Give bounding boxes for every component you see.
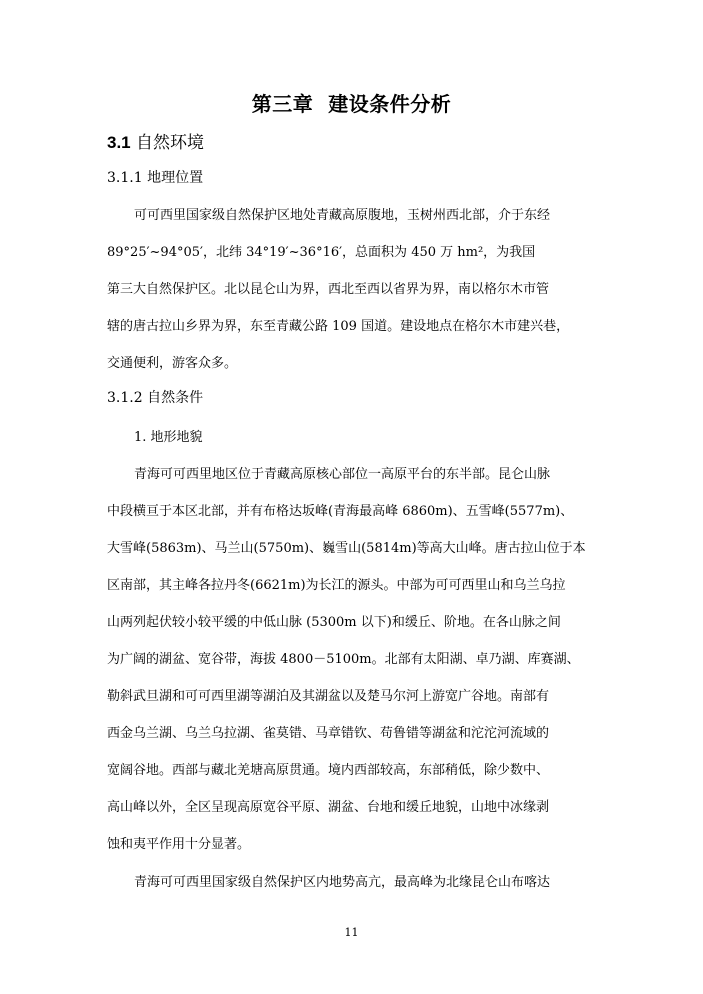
paragraph-line: 第三大自然保护区。北以昆仑山为界，西北至西以省界为界，南以格尔木市管 <box>107 282 550 297</box>
section-title: 自然环境 <box>136 133 205 153</box>
section-heading <box>107 128 204 153</box>
section-number: 3.1 <box>107 133 131 152</box>
paragraph-line: 大雪峰(5863m)、马兰山(5750m)、巍雪山(5814m)等高大山峰。唐古拉山位于本 <box>107 541 586 556</box>
page-number: 11 <box>344 926 359 939</box>
paragraph-line: 青海可可西里地区位于青藏高原核心部位一高原平台的东半部。昆仑山脉 <box>134 467 551 482</box>
paragraph-line: 西金乌兰湖、乌兰乌拉湖、雀莫错、马章错钦、苟鲁错等湖盆和沱沱河流域的 <box>107 726 550 741</box>
paragraph-line: 青海可可西里国家级自然保护区内地势高亢，最高峰为北缘昆仑山布喀达 <box>134 875 551 890</box>
paragraph-line: 蚀和夷平作用十分显著。 <box>107 837 251 852</box>
subsection-heading-geography: 3.1.1 地理位置 <box>107 170 204 186</box>
paragraph-line: 高山峰以外，全区呈现高原宽谷平原、湖盆、台地和缓丘地貌，山地中冰缘剥 <box>107 800 550 815</box>
item-heading: 1. 地形地貌 <box>134 430 203 445</box>
chapter-title: 第三章 建设条件分析 <box>251 92 452 116</box>
subsection-heading-conditions: 3.1.2 自然条件 <box>107 390 204 406</box>
paragraph-line: 为广阔的湖盆、宽谷带，海拔 4800－5100m。北部有太阳湖、卓乃湖、库赛湖、 <box>107 652 580 667</box>
paragraph-line: 辖的唐古拉山乡界为界，东至青藏公路 109 国道。建设地点在格尔木市建兴巷， <box>107 319 570 334</box>
paragraph-line: 山两列起伏较小较平缓的中低山脉 (5300m 以下)和缓丘、阶地。在各山脉之间 <box>107 615 561 630</box>
paragraph-line: 宽阔谷地。西部与藏北羌塘高原贯通。境内西部较高，东部稍低，除少数中、 <box>107 763 550 778</box>
paragraph-line: 89°25′~94°05′，北纬 34°19′~36°16′，总面积为 450 万 hm²，为我国 <box>107 245 536 260</box>
paragraph-line: 区南部，其主峰各拉丹冬(6621m)为长江的源头。中部为可可西里山和乌兰乌拉 <box>107 578 566 593</box>
paragraph-line: 可可西里国家级自然保护区地处青藏高原腹地，玉树州西北部，介于东经 <box>134 208 551 223</box>
paragraph-line: 勒斜武旦湖和可可西里湖等湖泊及其湖盆以及楚马尔河上游宽广谷地。南部有 <box>107 689 550 704</box>
paragraph-line: 交通便利，游客众多。 <box>107 356 238 371</box>
paragraph-line: 中段横亘于本区北部，并有布格达坂峰(青海最高峰 6860m)、五雪峰(5577m)、 <box>107 504 574 519</box>
